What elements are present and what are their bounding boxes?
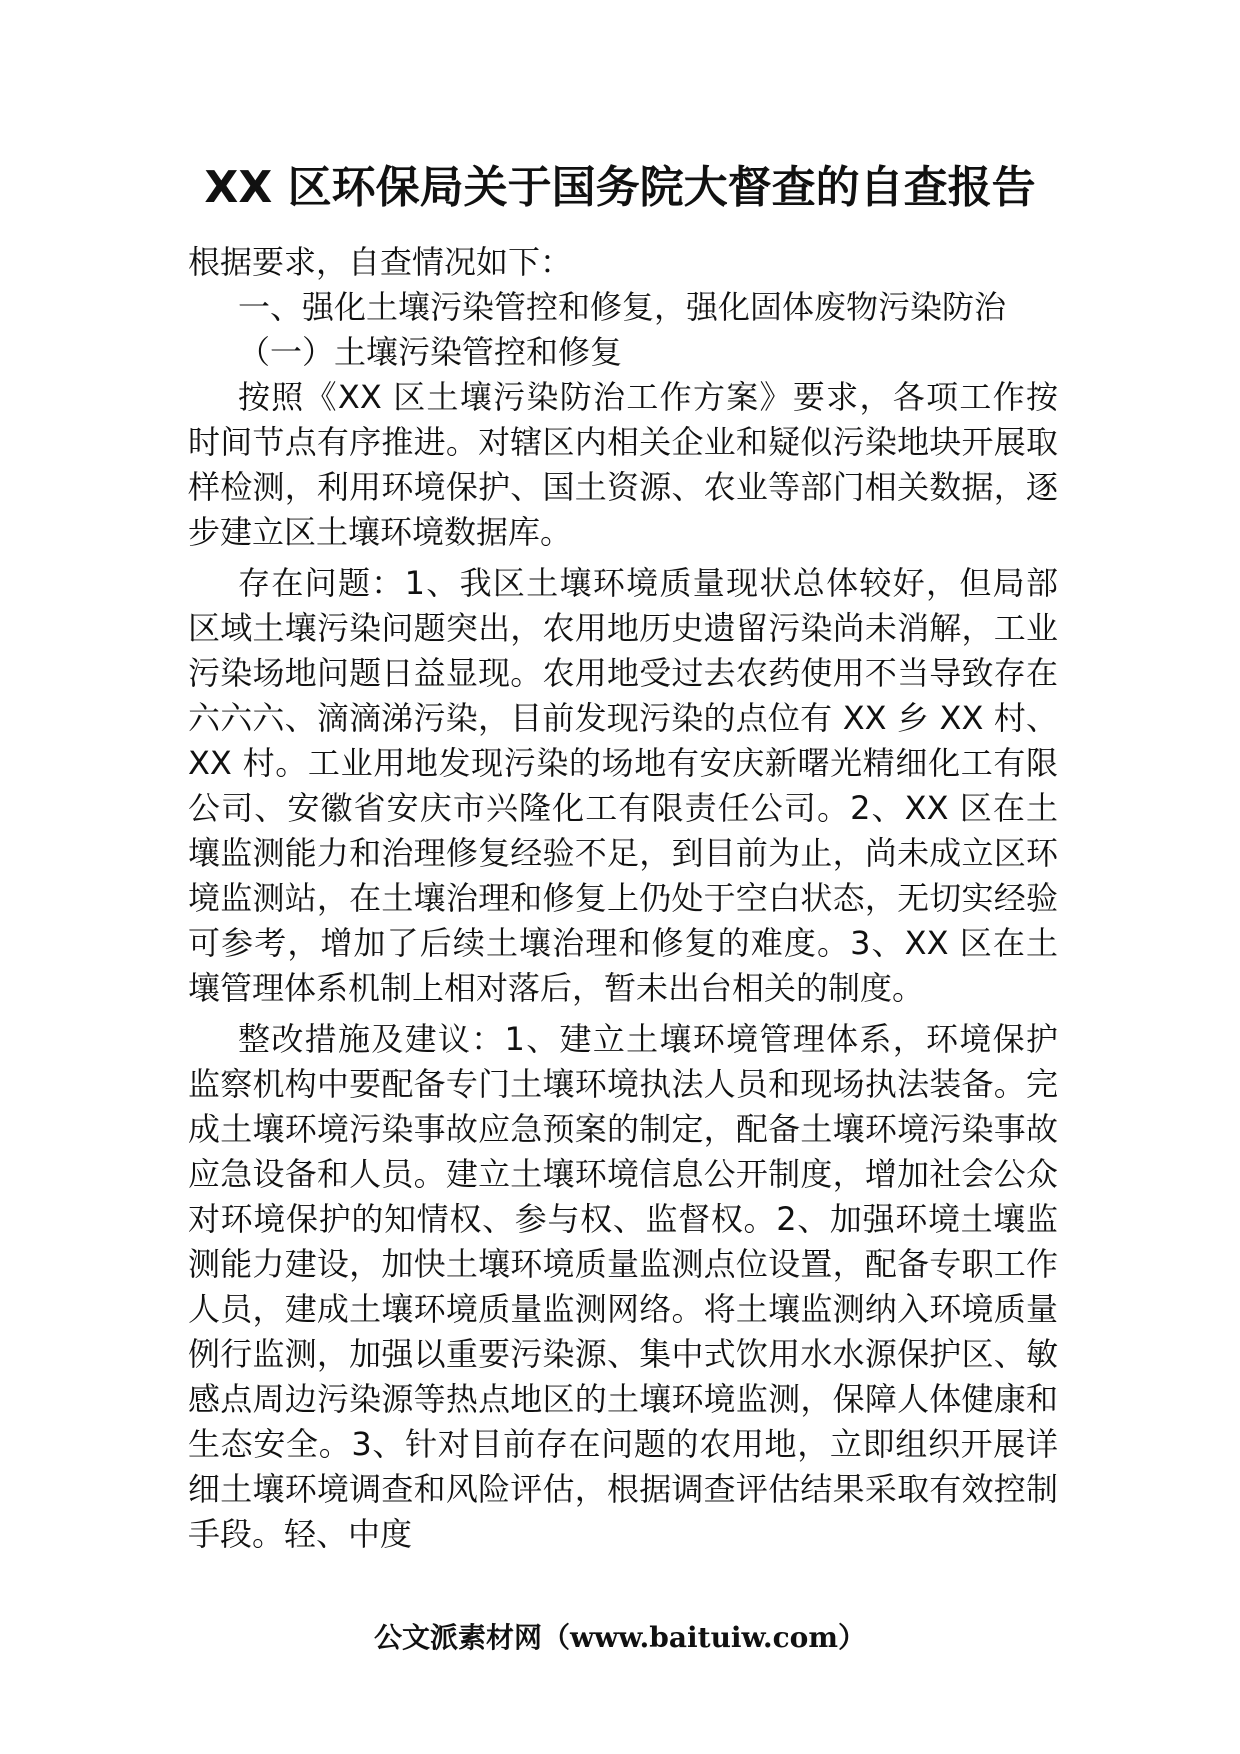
subsection-heading: （一）土壤污染管控和修复 [238,333,623,371]
footer-source: 公文派素材网（www.baituiw.com） [374,1621,866,1654]
intro-line: 根据要求，自查情况如下： [188,243,573,281]
paragraph-problems: 存在问题：1、我区土壤环境质量现状总体较好，但局部区域土壤污染问题突出，农用地历史遗留污染尚未消解，工业污染场地问题日益显现。农用地受过去农药使用不当导致存在六六六、滴滴涕污染，目前发现污染的点位有 XX 乡 XX 村、XX 村。工业用地发现污染的场地有安庆新曙光精细化工有限公司、安徽省安庆市兴隆化工有限责任公司。2、XX 区在土壤监测能力和治理修复经验不足，到目前为止，尚未成立区环境监测站，在土壤治理和修复上仍处于空白状态，无切实经验可参考，增加了后续土壤治理和修复的难度。3、XX 区在土壤管理体系机制上相对落后，暂未出台相关的制度。 [188,564,1058,1007]
document-title: XX 区环保局关于国务院大督查的自查报告 [204,162,1036,213]
section-heading: 一、强化土壤污染管控和修复，强化固体废物污染防治 [238,288,1007,326]
document-body [188,240,1058,1557]
paragraph-measures: 整改措施及建议：1、建立土壤环境管理体系，环境保护监察机构中要配备专门土壤环境执法人员和现场执法装备。完成土壤环境污染事故应急预案的制定，配备土壤环境污染事故应急设备和人员。建立土壤环境信息公开制度，增加社会公众对环境保护的知情权、参与权、监督权。2、加强环境土壤监测能力建设，加快土壤环境质量监测点位设置，配备专职工作人员，建成土壤环境质量监测网络。将土壤监测纳入环境质量例行监测，加强以重要污染源、集中式饮用水水源保护区、敏感点周边污染源等热点地区的土壤环境监测，保障人体健康和生态安全。3、针对目前存在问题的农用地，立即组织开展详细土壤环境调查和风险评估，根据调查评估结果采取有效控制手段。轻、中度 [188,1020,1058,1553]
paragraph-plan: 按照《XX 区土壤污染防治工作方案》要求，各项工作按时间节点有序推进。对辖区内相关企业和疑似污染地块开展取样检测，利用环境保护、国土资源、农业等部门相关数据，逐步建立区土壤环境数据库。 [188,378,1058,551]
